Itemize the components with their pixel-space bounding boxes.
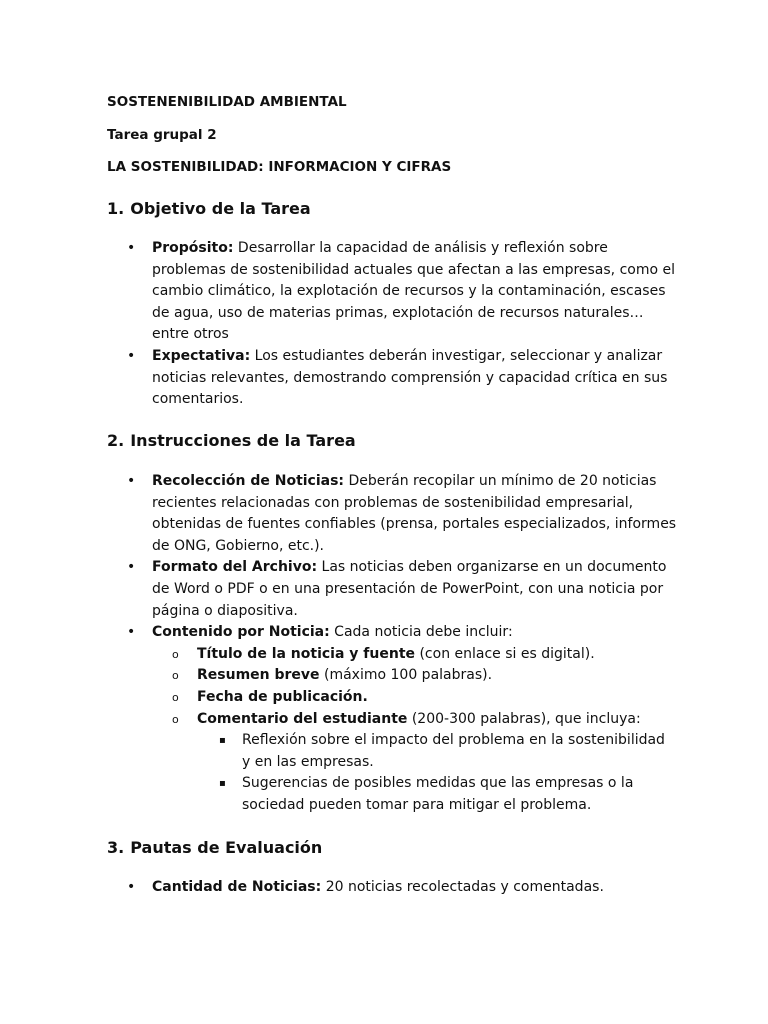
list-item [107,877,677,899]
section-1-number: 1. [107,199,125,218]
item-label: Recolección de Noticias: [152,473,345,489]
item-text: Desarrollar la capacidad de análisis y reflexión sobre problemas de sostenibilidad actuales que afectan a las empresas, como el cambio climático, la explotación de recursos y la contaminación, escases de agua, uso de materias primas, explotación de recursos naturales… entre otros [152,240,676,343]
list-item [107,238,677,346]
item-label: Resumen breve [197,667,320,684]
item-text: (con enlace si es digital). [415,645,595,662]
item-text: 20 noticias recolectadas y comentadas. [321,879,604,895]
sub-sub-list [197,730,677,816]
assignment-topic: LA SOSTENIBILIDAD: INFORMACION Y CIFRAS [107,159,452,175]
section-3-number: 3. [107,838,125,857]
assignment-label: Tarea grupal 2 [107,127,217,143]
section-2-number: 2. [107,431,125,450]
item-label: Fecha de publicación. [197,688,368,705]
item-text: Las noticias deben organizarse en un documento de Word o PDF o en una presentación de PowerPoint, con una noticia por página o diapositiva. [152,559,667,619]
section-2-heading [107,431,356,450]
item-label: Formato del Archivo: [152,559,318,576]
item-text: (máximo 100 palabras). [319,667,493,684]
section-3-title: Pautas de Evaluación [130,838,323,857]
section-2-title: Instrucciones de la Tarea [130,431,356,450]
item-text: Cada noticia debe incluir: [329,624,513,641]
sub-sub-list-item: ▪ Sugerencias de posibles medidas que las empresas o la sociedad pueden tomar para mitigar el problema. [197,773,677,816]
item-label: Comentario del estudiante [197,710,408,727]
section-1-list [107,238,677,411]
section-3-list [107,877,677,899]
sub-list-item [152,665,677,687]
sub-sub-list-item: ▪ Reflexión sobre el impacto del problema en la sostenibilidad y en las empresas. [197,730,677,773]
section-3-heading [107,838,322,857]
list-item [107,471,677,557]
item-text: Los estudiantes deberán investigar, seleccionar y analizar noticias relevantes, demostrando comprensión y capacidad crítica en sus comentarios. [152,347,668,408]
item-text: (200-300 palabras), que incluya: [407,710,641,727]
item-label: Título de la noticia y fuente [197,645,416,662]
list-item [107,622,677,816]
section-1-heading [107,199,311,218]
item-label: Expectativa: [152,347,251,364]
document-title: SOSTENENIBILIDAD AMBIENTAL [107,94,347,110]
item-label: Cantidad de Noticias: [152,879,322,895]
item-label: Contenido por Noticia: [152,624,330,641]
sub-list [152,644,677,817]
list-item [107,557,677,622]
section-2-list [107,471,677,817]
sub-list-item [152,644,677,666]
item-text: Deberán recopilar un mínimo de 20 noticias recientes relacionadas con problemas de sostenibilidad empresarial, obtenidas de fuentes confiables (prensa, portales especializados, informes de ONG, Gobierno, etc.). [152,473,677,554]
sub-list-item [152,709,677,817]
sub-list-item [152,687,677,709]
list-item [107,346,677,411]
section-1-title: Objetivo de la Tarea [130,199,311,218]
item-label: Propósito: [152,240,234,256]
